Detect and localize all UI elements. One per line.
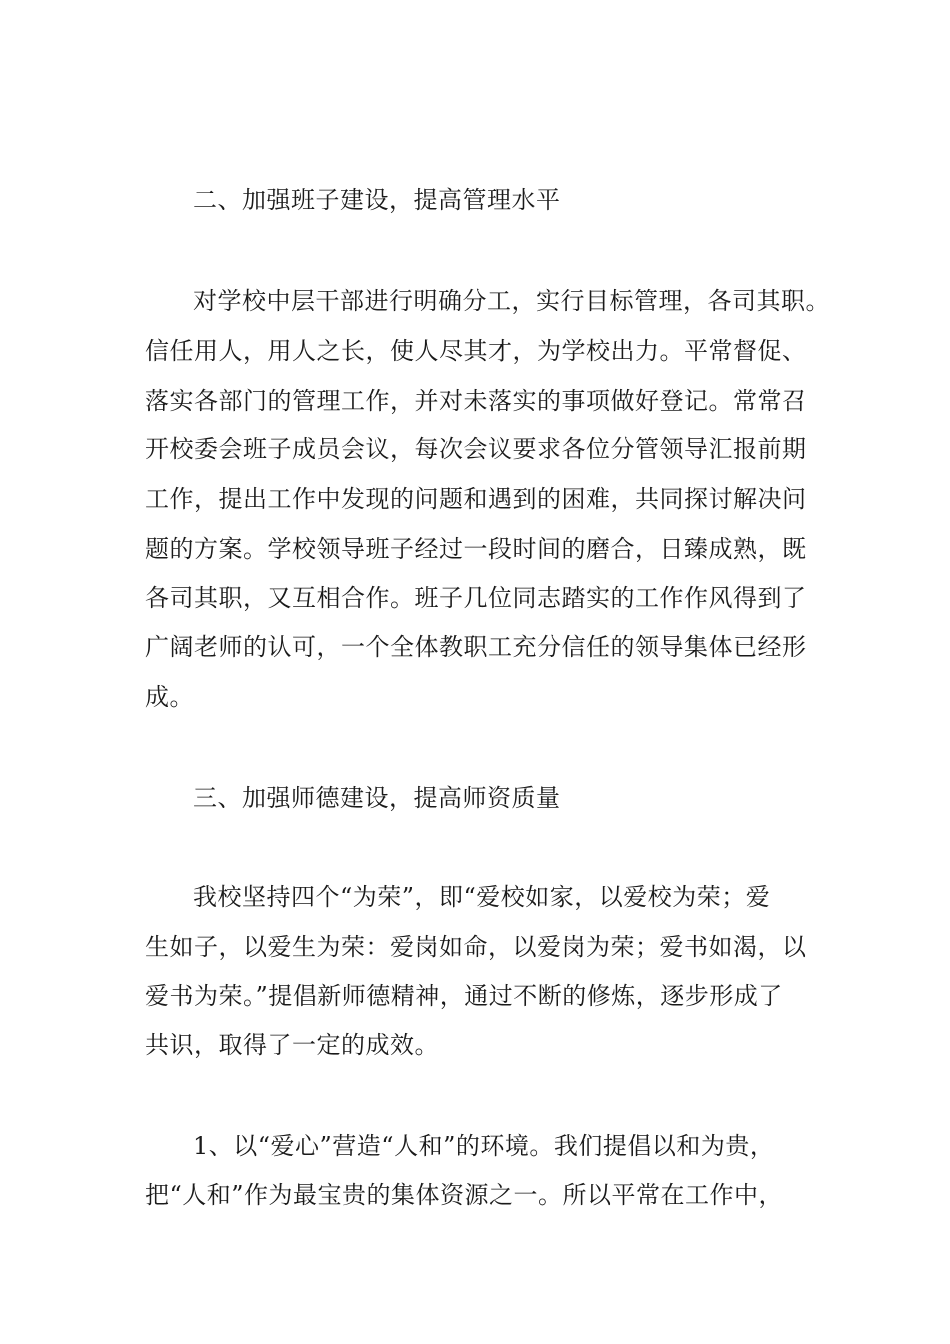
section-heading-2: 二、加强班子建设，提高管理水平 <box>193 186 561 214</box>
paragraph-line: 各司其职，又互相合作。班子几位同志踏实的工作作风得到了 <box>145 584 807 612</box>
paragraph-line: 把“人和”作为最宝贵的集体资源之一。所以平常在工作中， <box>145 1181 784 1209</box>
paragraph-line: 我校坚持四个“为荣”，即“爱校如家，以爱校为荣；爱 <box>193 883 771 911</box>
paragraph-line: 爱书为荣。”提倡新师德精神，通过不断的修炼，逐步形成了 <box>145 982 783 1010</box>
paragraph-line: 1、以“爱心”营造“人和”的环境。我们提倡以和为贵， <box>193 1132 775 1160</box>
paragraph-line: 开校委会班子成员会议，每次会议要求各位分管领导汇报前期 <box>145 435 807 463</box>
paragraph-line: 广阔老师的认可，一个全体教职工充分信任的领导集体已经形 <box>145 633 807 661</box>
paragraph-line: 生如子，以爱生为荣：爱岗如命，以爱岗为荣；爱书如渴，以 <box>145 933 807 961</box>
paragraph-line: 信任用人，用人之长，使人尽其才，为学校出力。平常督促、 <box>145 337 807 365</box>
paragraph-line: 对学校中层干部进行明确分工，实行目标管理，各司其职。 <box>193 287 830 315</box>
paragraph-line: 成。 <box>145 683 194 711</box>
paragraph-line: 题的方案。学校领导班子经过一段时间的磨合，日臻成熟，既 <box>145 535 807 563</box>
paragraph-line: 落实各部门的管理工作，并对未落实的事项做好登记。常常召 <box>145 387 807 415</box>
paragraph-line: 工作，提出工作中发现的问题和遇到的困难，共同探讨解决问 <box>145 485 807 513</box>
paragraph-line: 共识，取得了一定的成效。 <box>145 1031 439 1059</box>
section-heading-3: 三、加强师德建设，提高师资质量 <box>193 784 561 812</box>
